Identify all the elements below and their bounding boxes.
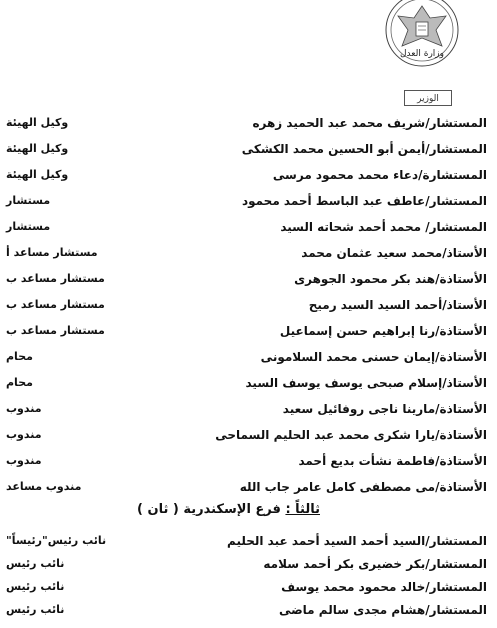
member-row <box>0 164 497 186</box>
member-name: الأستاذة/هند بكر محمود الجوهرى <box>294 272 487 286</box>
ministry-seal <box>374 0 470 80</box>
member-name: الأستاذ/أحمد السيد السيد رميح <box>308 298 487 312</box>
section-heading <box>137 500 320 520</box>
member-title: مستشار <box>6 220 51 233</box>
member-name: الأستاذة/إيمان حسنى محمد السلامونى <box>260 350 487 364</box>
member-title: مندوب مساعد <box>6 480 82 493</box>
member-title: مستشار مساعد ب <box>6 298 105 311</box>
eagle-emblem-icon <box>374 0 470 80</box>
member-name: الأستاذة/مارينا ناجى روفائيل سعيد <box>282 402 487 416</box>
member-row <box>0 372 497 394</box>
member-title: نائب رئيس"رئيساً" <box>6 534 107 547</box>
member-row <box>0 424 497 446</box>
member-title: وكيل الهيئة <box>6 116 69 129</box>
member-row <box>0 599 497 621</box>
member-row <box>0 320 497 342</box>
member-title: نائب رئيس <box>6 557 65 570</box>
member-title: محام <box>6 350 33 363</box>
member-title: وكيل الهيئة <box>6 168 69 181</box>
member-row <box>0 476 497 498</box>
member-title: مندوب <box>6 428 42 441</box>
member-row <box>0 138 497 160</box>
member-title: نائب رئيس <box>6 603 65 616</box>
section-label: فرع الإسكندرية ( ثان ) <box>137 502 281 517</box>
member-title: مستشار مساعد ب <box>6 324 105 337</box>
member-row <box>0 294 497 316</box>
member-row <box>0 190 497 212</box>
member-name: الأستاذة/رنا إبراهيم حسن إسماعيل <box>279 324 487 338</box>
member-row <box>0 242 497 264</box>
member-name: المستشار/خالد محمود محمد يوسف <box>281 580 487 594</box>
member-name: المستشارة/دعاء محمد محمود مرسى <box>272 168 487 182</box>
member-name: الأستاذة/مى مصطفى كامل عامر جاب الله <box>239 480 487 494</box>
section-number: ثالثاً : <box>285 502 320 517</box>
member-name: الأستاذ/إسلام صبحى يوسف يوسف السيد <box>245 376 487 390</box>
member-name: الأستاذة/يارا شكرى محمد عبد الحليم السماحى <box>215 428 487 442</box>
member-row <box>0 530 497 552</box>
member-row <box>0 112 497 134</box>
member-name: المستشار/شريف محمد عبد الحميد زهره <box>252 116 487 130</box>
member-name: المستشار/ محمد أحمد شحاته السيد <box>280 220 487 234</box>
minister-stamp: الوزير <box>404 90 452 106</box>
member-title: نائب رئيس <box>6 580 65 593</box>
member-name: الأستاذة/فاطمة نشأت بديع أحمد <box>298 454 487 468</box>
member-name: الأستاذ/محمد سعيد عثمان محمد <box>301 246 487 260</box>
member-row <box>0 346 497 368</box>
member-title: مستشار مساعد أ <box>6 246 98 259</box>
member-title: مندوب <box>6 402 42 415</box>
member-title: مستشار <box>6 194 51 207</box>
member-name: المستشار/عاطف عبد الباسط أحمد محمود <box>241 194 487 208</box>
member-row <box>0 216 497 238</box>
member-row <box>0 450 497 472</box>
member-title: محام <box>6 376 33 389</box>
member-name: المستشار/هشام مجدى سالم ماضى <box>278 603 487 617</box>
member-name: المستشار/أيمن أبو الحسين محمد الكشكى <box>241 142 487 156</box>
member-title: وكيل الهيئة <box>6 142 69 155</box>
svg-text:وزارة العدل: وزارة العدل <box>400 49 444 59</box>
member-row <box>0 576 497 598</box>
member-name: المستشار/السيد أحمد السيد أحمد عبد الحليم <box>227 534 487 548</box>
member-name: المستشار/بكر خضيرى بكر أحمد سلامه <box>263 557 487 571</box>
member-title: مندوب <box>6 454 42 467</box>
member-row <box>0 553 497 575</box>
member-row <box>0 268 497 290</box>
member-row <box>0 398 497 420</box>
member-title: مستشار مساعد ب <box>6 272 105 285</box>
